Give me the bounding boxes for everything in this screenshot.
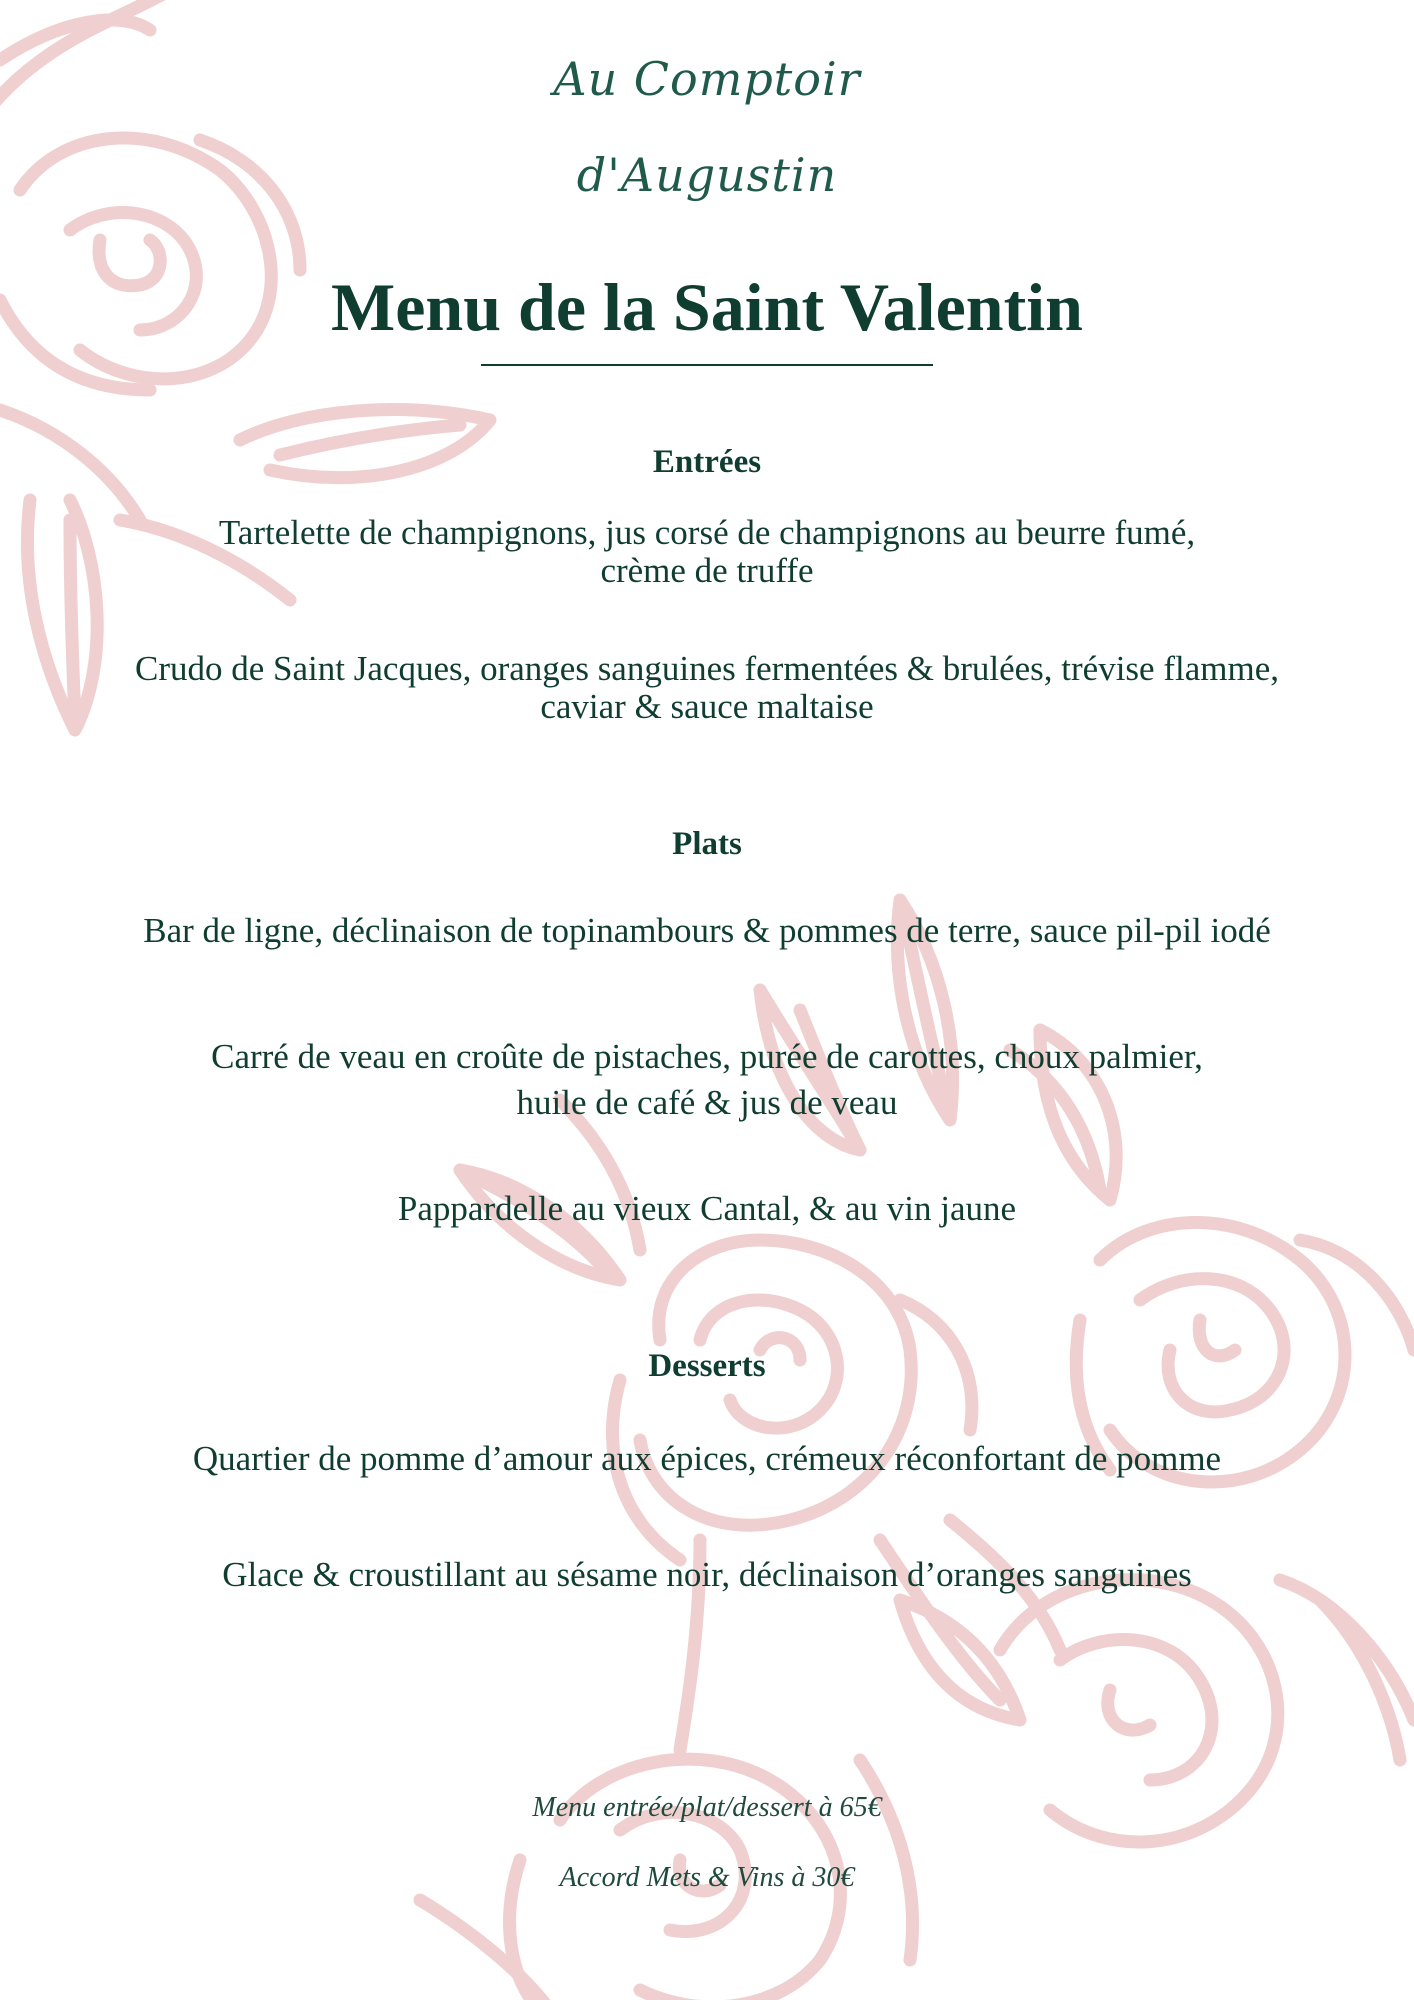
menu-item-dessert-1 — [60, 1440, 1354, 1478]
menu-item-plat-3 — [60, 1190, 1354, 1228]
menu-item-entree-2 — [60, 650, 1354, 726]
menu-item-plat-2 — [60, 1034, 1354, 1126]
menu-item-line: caviar & sauce maltaise — [540, 687, 874, 726]
menu-item-line: Bar de ligne, déclinaison de topinambours & pommes de terre, sauce pil-pil iodé — [143, 911, 1271, 950]
section-title-entrees: Entrées — [652, 444, 762, 480]
menu-item-line: Crudo de Saint Jacques, oranges sanguines fermentées & brulées, trévise flamme, — [135, 649, 1279, 688]
menu-item-line: Quartier de pomme d’amour aux épices, crémeux réconfortant de pomme — [192, 1439, 1222, 1478]
section-title-plats: Plats — [672, 826, 742, 862]
menu-item-line: Carré de veau en croûte de pistaches, purée de carottes, choux palmier, — [211, 1037, 1203, 1076]
menu-item-entree-1 — [60, 514, 1354, 590]
restaurant-name-line-2: d'Augustin — [576, 148, 838, 202]
menu-item-line: crème de truffe — [600, 551, 814, 590]
menu-price-line: Menu entrée/plat/dessert à 65€ — [532, 1792, 882, 1823]
menu-item-line: Pappardelle au vieux Cantal, & au vin jaune — [397, 1189, 1017, 1228]
menu-item-line: Glace & croustillant au sésame noir, déclinaison d’oranges sanguines — [222, 1555, 1192, 1594]
title-divider — [481, 364, 933, 366]
section-title-desserts: Desserts — [648, 1348, 766, 1384]
menu-item-plat-1 — [60, 912, 1354, 950]
menu-item-line: huile de café & jus de veau — [516, 1083, 898, 1122]
menu-item-dessert-2 — [60, 1556, 1354, 1594]
menu-item-line: Tartelette de champignons, jus corsé de champignons au beurre fumé, — [218, 513, 1196, 552]
menu-title: Menu de la Saint Valentin — [331, 269, 1083, 345]
restaurant-name-line-1: Au Comptoir — [553, 52, 861, 106]
wine-pairing-price-line: Accord Mets & Vins à 30€ — [559, 1862, 855, 1893]
